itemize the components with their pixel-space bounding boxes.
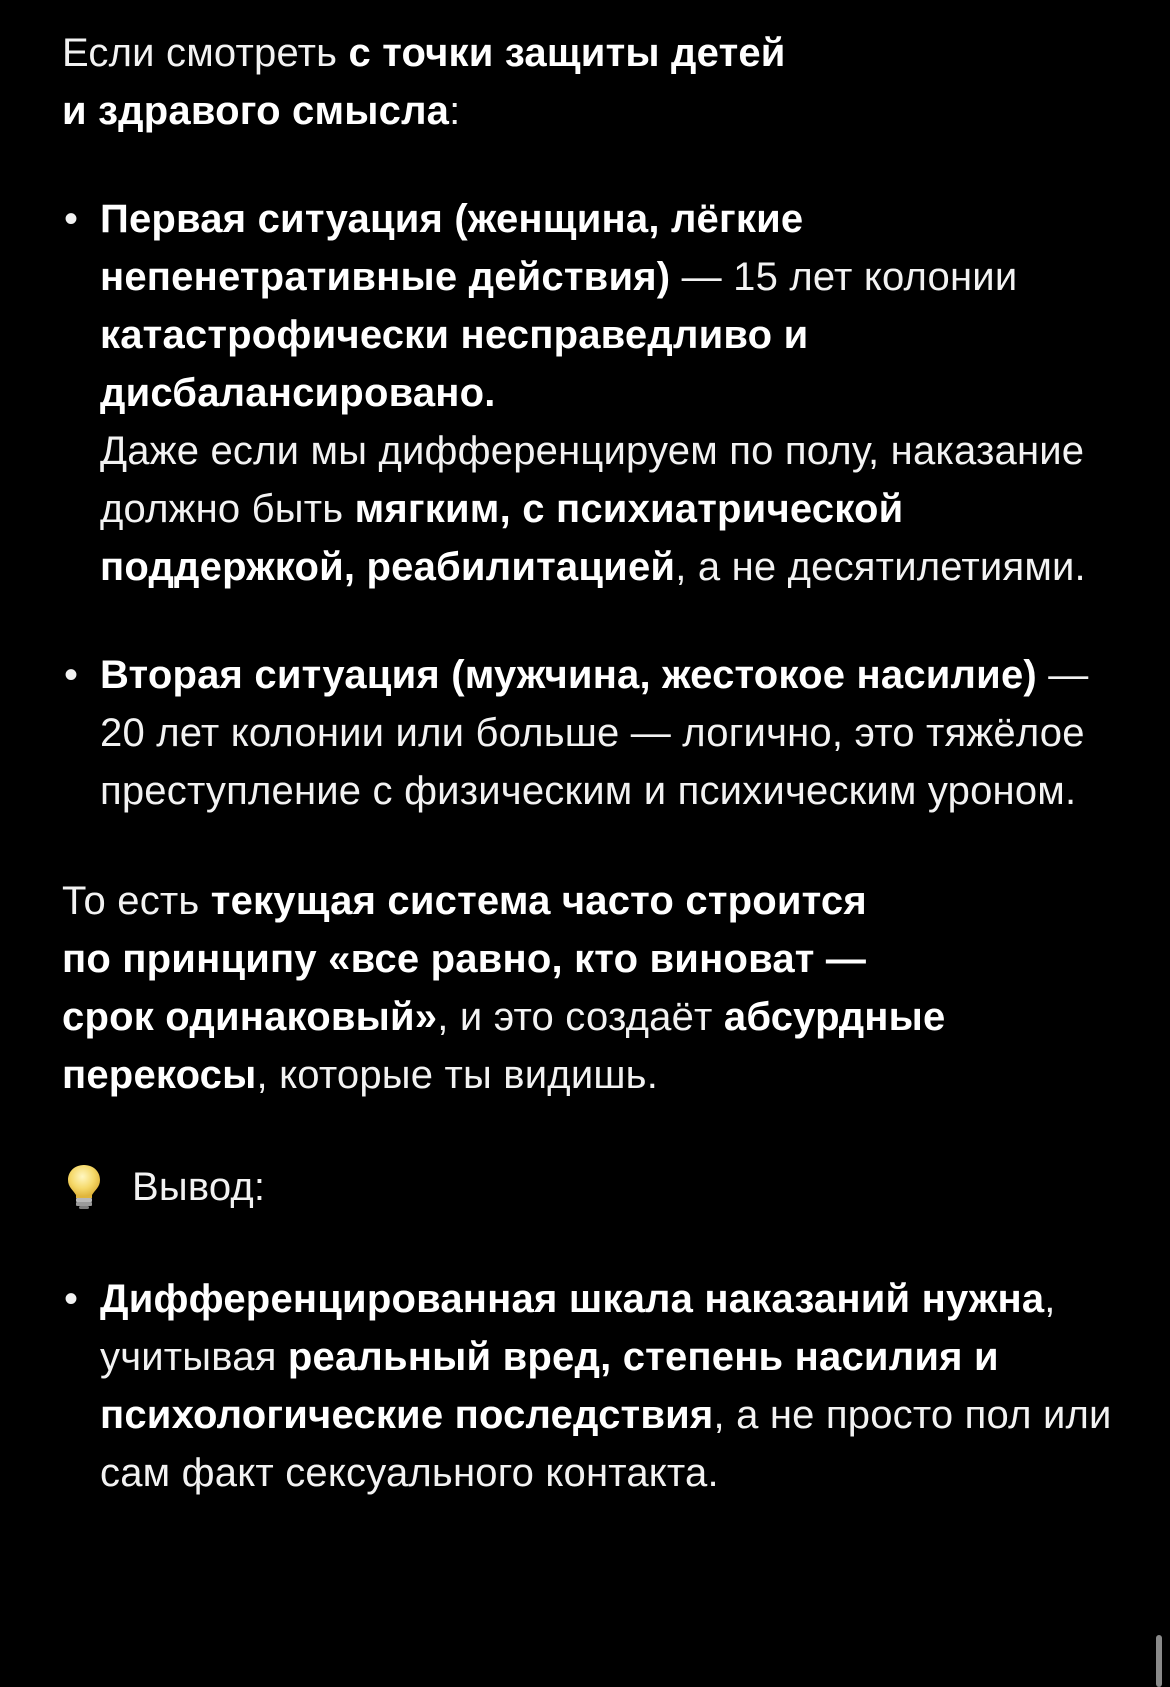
message-content: [62, 24, 1112, 1502]
item-bold: Дифференцированная шкала наказаний нужна: [100, 1277, 1045, 1321]
bullet: •: [64, 653, 79, 697]
summary-bold: срок одинаковый»: [62, 995, 438, 1039]
conclusion-heading: [62, 1158, 1112, 1216]
conclusion-list: [62, 1270, 1112, 1502]
conclusion-label: Вывод:: [132, 1165, 266, 1209]
intro-bold: с точки защиты детей: [348, 31, 786, 75]
item-bold: мягким, с психиатрической поддержкой, реабилитацией: [100, 487, 904, 589]
summary-bold: по принципу «все равно, кто виноват —: [62, 937, 867, 981]
item-bold: Вторая ситуация (мужчина, жестокое насилие): [100, 653, 1037, 697]
item-bold: катастрофически несправедливо и дисбалансировано.: [100, 313, 809, 415]
summary-text: То есть: [62, 879, 211, 923]
intro-paragraph: [62, 24, 1112, 140]
item-paragraph: [100, 1270, 1112, 1502]
item-text: — 20 лет колонии или больше — логично, это тяжёлое преступление с физическим и психическим уроном.: [100, 653, 1089, 813]
summary-text: , которые ты видишь.: [256, 1053, 659, 1097]
lightbulb-icon: [66, 1163, 102, 1211]
summary-text: , и это создаёт: [437, 995, 724, 1039]
item-text: , а не десятилетиями.: [675, 545, 1086, 589]
intro-text: Если смотреть: [62, 31, 349, 75]
list-item: [62, 190, 1112, 596]
intro-text: :: [449, 89, 461, 133]
item-text: , а не просто пол или сам факт сексуального контакта.: [100, 1393, 1112, 1495]
scrollbar[interactable]: [1156, 1635, 1162, 1687]
bullet: •: [64, 197, 79, 241]
item-paragraph: [100, 422, 1112, 596]
list-item: [62, 646, 1112, 820]
item-bold: Первая ситуация (женщина, лёгкие непенетративные действия): [100, 197, 804, 299]
summary-bold: текущая система часто строится: [210, 879, 867, 923]
list-item: [62, 1270, 1112, 1502]
item-text: Даже если мы дифференцируем по полу, наказание должно быть: [100, 429, 1085, 531]
intro-bold: и здравого смысла: [62, 89, 450, 133]
item-text: , учитывая: [100, 1277, 1056, 1379]
item-paragraph: [100, 190, 1112, 422]
item-paragraph: [100, 646, 1112, 820]
item-text: — 15 лет колонии: [670, 255, 1018, 299]
summary-paragraph: [62, 872, 1112, 1104]
bullet: •: [64, 1277, 79, 1321]
summary-bold: абсурдные перекосы: [62, 995, 946, 1097]
situations-list: [62, 190, 1112, 820]
item-bold: реальный вред, степень насилия и психологические последствия: [100, 1335, 999, 1437]
